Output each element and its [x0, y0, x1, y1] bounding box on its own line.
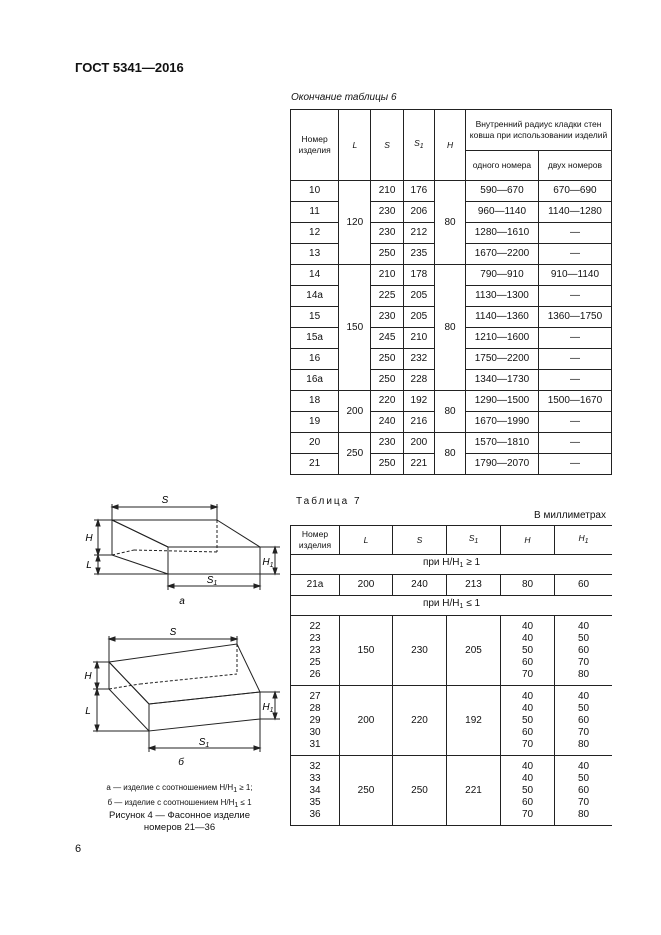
t7-cell-S: 240: [393, 575, 447, 596]
figure-legend: [72, 782, 287, 812]
block-a-drawing: [94, 504, 280, 590]
block-b-drawing: [93, 636, 280, 752]
t6-cell-two-numbers: —: [538, 370, 611, 391]
t6-cell-num: 10: [291, 181, 339, 202]
t6-cell-one-number: 960—1140: [466, 202, 539, 223]
fig-b-label-L: L: [85, 706, 91, 717]
t6-cell-one-number: 1570—1810: [466, 433, 539, 454]
t6-cell-S1: 212: [403, 223, 434, 244]
t6-cell-num: 13: [291, 244, 339, 265]
t7-block-cell-h1: 40 50 60 70 80: [555, 616, 613, 686]
table7-units: В миллиметрах: [534, 510, 606, 521]
t7-block-cell-h1: 40 50 60 70 80: [555, 686, 613, 756]
t6-cell-two-numbers: —: [538, 244, 611, 265]
t6-cell-one-number: 1140—1360: [466, 307, 539, 328]
t6-cell-S1: 205: [403, 286, 434, 307]
t7-block-cell-s: 220: [393, 686, 447, 756]
t6-header-one-number: одного номера: [466, 151, 539, 181]
t6-cell-L: 150: [339, 265, 371, 391]
t6-cell-S: 245: [371, 328, 403, 349]
t6-cell-S1: 205: [403, 307, 434, 328]
t6-cell-S: 230: [371, 202, 403, 223]
t6-cell-S1: 232: [403, 349, 434, 370]
t6-header-S1: $S_1$: [403, 110, 434, 181]
t6-cell-num: 20: [291, 433, 339, 454]
t6-cell-two-numbers: 910—1140: [538, 265, 611, 286]
document-title: ГОСТ 5341—2016: [75, 60, 184, 75]
t6-cell-two-numbers: 1500—1670: [538, 391, 611, 412]
fig-a-label-H1: $H_1$: [262, 557, 274, 569]
t7-block-cell-nums: 27 28 29 30 31: [291, 686, 340, 756]
t7-cell-L: 200: [340, 575, 393, 596]
t7-cell-H: 80: [501, 575, 555, 596]
t6-cell-num: 15: [291, 307, 339, 328]
t7-block-cell-s1: 221: [447, 756, 501, 826]
t6-cell-two-numbers: —: [538, 412, 611, 433]
t6-cell-num: 19: [291, 412, 339, 433]
t7-condition-2: при $H/H_1 \le 1$: [291, 596, 613, 616]
t6-cell-H: 80: [435, 181, 466, 265]
t6-cell-L: 200: [339, 391, 371, 433]
t6-cell-two-numbers: —: [538, 454, 611, 475]
t6-cell-one-number: 1750—2200: [466, 349, 539, 370]
fig-b-label-H: H: [84, 671, 92, 682]
t6-cell-one-number: 1340—1730: [466, 370, 539, 391]
t6-cell-H: 80: [435, 433, 466, 475]
legend-a: а — изделие с соотношением H/H1 ≥ 1;: [106, 783, 253, 794]
t6-cell-two-numbers: —: [538, 433, 611, 454]
t7-header-L: L: [340, 526, 393, 555]
fig-b-label-S: S: [169, 627, 177, 638]
t7-cell-H1: 60: [555, 575, 613, 596]
t6-cell-num: 12: [291, 223, 339, 244]
t6-cell-num: 15а: [291, 328, 339, 349]
t6-cell-S1: 210: [403, 328, 434, 349]
t7-block-cell-l: 250: [340, 756, 393, 826]
table-7: [290, 525, 612, 826]
t6-cell-num: 11: [291, 202, 339, 223]
t6-cell-num: 14а: [291, 286, 339, 307]
t6-cell-one-number: 590—670: [466, 181, 539, 202]
t7-header-H: H: [501, 526, 555, 555]
t6-cell-S1: 176: [403, 181, 434, 202]
table7-caption: Таблица 7: [296, 496, 362, 507]
fig-b-sublabel: б: [178, 757, 184, 768]
t6-cell-S: 225: [371, 286, 403, 307]
fig-a-label-H: H: [85, 533, 93, 544]
t6-cell-two-numbers: 1360—1750: [538, 307, 611, 328]
t6-cell-one-number: 1130—1300: [466, 286, 539, 307]
t6-cell-two-numbers: —: [538, 286, 611, 307]
t6-cell-S: 250: [371, 454, 403, 475]
t6-cell-H: 80: [435, 265, 466, 391]
fig-a-label-L: L: [86, 560, 92, 571]
t7-block-cell-l: 200: [340, 686, 393, 756]
t7-block-row: [291, 686, 613, 756]
t6-cell-two-numbers: —: [538, 223, 611, 244]
t7-block-cell-s1: 192: [447, 686, 501, 756]
fig-a-sublabel: а: [179, 596, 185, 607]
t6-cell-one-number: 1670—2200: [466, 244, 539, 265]
fig-a-label-S: S: [161, 495, 169, 506]
t6-cell-S: 220: [371, 391, 403, 412]
t6-cell-num: 16: [291, 349, 339, 370]
t7-block-cell-h1: 40 50 60 70 80: [555, 756, 613, 826]
t6-header-radius-group: Внутренний радиус кладки стен ковша при использовании изделий: [466, 110, 612, 151]
t6-cell-num: 14: [291, 265, 339, 286]
t7-block-cell-s: 250: [393, 756, 447, 826]
t6-cell-S1: 178: [403, 265, 434, 286]
t7-block-cell-l: 150: [340, 616, 393, 686]
fig-a-label-S1: $S_1$: [206, 575, 218, 587]
t6-cell-S: 250: [371, 370, 403, 391]
t6-cell-num: 18: [291, 391, 339, 412]
t7-row-21a: [291, 575, 613, 596]
t6-cell-S: 240: [371, 412, 403, 433]
t7-block-cell-h: 40 40 50 60 70: [501, 686, 555, 756]
t6-cell-two-numbers: 1140—1280: [538, 202, 611, 223]
t6-cell-one-number: 1790—2070: [466, 454, 539, 475]
figure-caption-line1: Рисунок 4 — Фасонное изделие: [109, 810, 250, 821]
t7-cell-S1: 213: [447, 575, 501, 596]
t6-cell-S1: 192: [403, 391, 434, 412]
fig-b-label-H1: $H_1$: [262, 702, 274, 714]
t6-row: [291, 265, 612, 286]
t6-cell-S: 230: [371, 433, 403, 454]
t6-header-L: L: [339, 110, 371, 181]
t7-block-cell-h: 40 40 50 60 70: [501, 756, 555, 826]
t6-row: [291, 181, 612, 202]
t6-row: [291, 391, 612, 412]
t6-cell-one-number: 1280—1610: [466, 223, 539, 244]
figure-caption-line2: номеров 21—36: [143, 822, 216, 833]
t7-block-row: [291, 756, 613, 826]
t6-cell-S1: 221: [403, 454, 434, 475]
t6-cell-S1: 216: [403, 412, 434, 433]
table6-caption: Окончание таблицы 6: [291, 92, 397, 103]
t7-body: [291, 616, 613, 826]
t6-cell-one-number: 1670—1990: [466, 412, 539, 433]
t6-cell-S: 210: [371, 181, 403, 202]
t6-cell-S: 230: [371, 223, 403, 244]
t6-cell-S1: 200: [403, 433, 434, 454]
t6-cell-one-number: 790—910: [466, 265, 539, 286]
t6-cell-S: 250: [371, 244, 403, 265]
t6-row: [291, 433, 612, 454]
t6-header-two-numbers: двух номеров: [538, 151, 611, 181]
figure-caption: [72, 810, 287, 834]
t6-cell-one-number: 1210—1600: [466, 328, 539, 349]
t7-condition-1: при $H/H_1 \ge 1$: [291, 555, 613, 575]
t6-cell-H: 80: [435, 391, 466, 433]
t6-cell-two-numbers: 670—690: [538, 181, 611, 202]
t6-cell-L: 250: [339, 433, 371, 475]
table-6: [290, 109, 612, 475]
t6-cell-S1: 206: [403, 202, 434, 223]
t6-cell-two-numbers: —: [538, 328, 611, 349]
t6-cell-S: 250: [371, 349, 403, 370]
page-number: 6: [75, 843, 82, 855]
figure-4-drawings: [72, 494, 287, 784]
t6-header-S: S: [371, 110, 403, 181]
t6-header-H: H: [435, 110, 466, 181]
t6-cell-L: 120: [339, 181, 371, 265]
t7-header-H1: $H_1$: [555, 526, 613, 555]
t7-block-cell-s: 230: [393, 616, 447, 686]
t7-block-cell-s1: 205: [447, 616, 501, 686]
t7-block-cell-nums: 22 23 23 25 26: [291, 616, 340, 686]
t6-cell-S: 210: [371, 265, 403, 286]
t6-header-item-number: Номер изделия: [291, 110, 339, 181]
t7-block-cell-nums: 32 33 34 35 36: [291, 756, 340, 826]
fig-b-label-S1: $S_1$: [198, 737, 210, 749]
t6-cell-two-numbers: —: [538, 349, 611, 370]
t6-cell-one-number: 1290—1500: [466, 391, 539, 412]
legend-b: б — изделие с соотношением H/H1 ≤ 1: [107, 798, 252, 809]
t6-body: [291, 181, 612, 475]
t7-header-S1: $S_1$: [447, 526, 501, 555]
t7-block-cell-h: 40 40 50 60 70: [501, 616, 555, 686]
t6-cell-S: 230: [371, 307, 403, 328]
t7-block-row: [291, 616, 613, 686]
t6-cell-S1: 235: [403, 244, 434, 265]
t6-cell-num: 16а: [291, 370, 339, 391]
t6-cell-S1: 228: [403, 370, 434, 391]
t7-cell-num: 21а: [291, 575, 340, 596]
t7-header-S: S: [393, 526, 447, 555]
t7-header-item-number: Номер изделия: [291, 526, 340, 555]
t6-cell-num: 21: [291, 454, 339, 475]
